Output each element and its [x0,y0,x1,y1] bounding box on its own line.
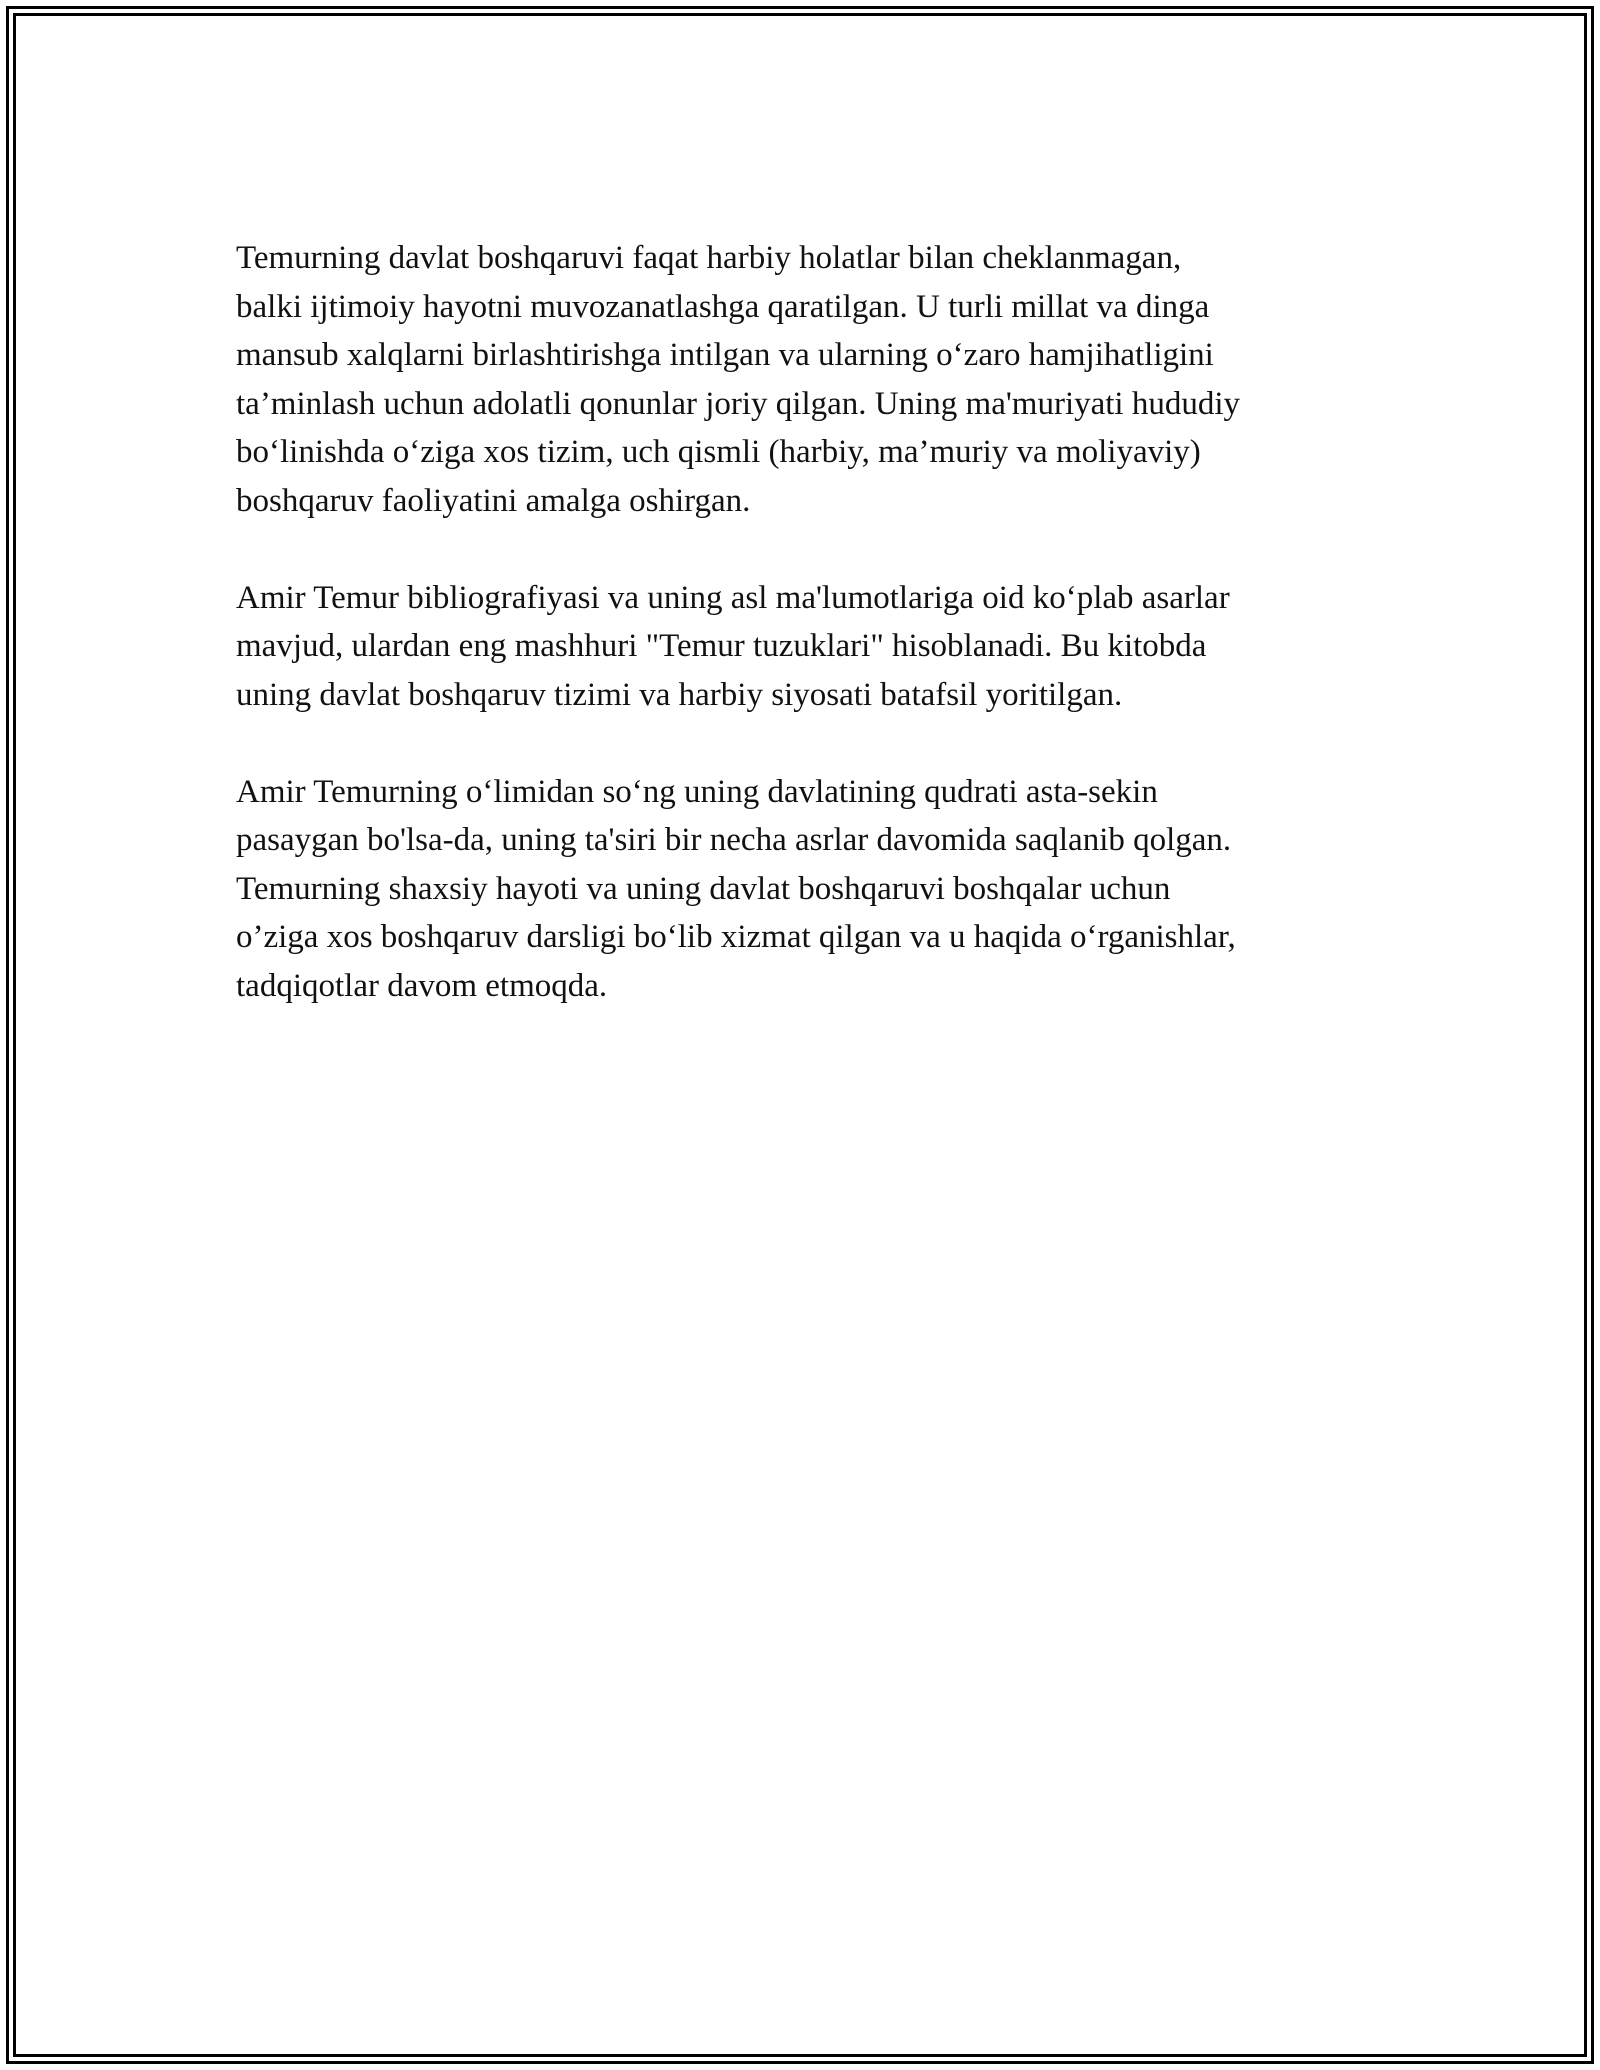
paragraph-3: Amir Temurning o‘limidan so‘ng uning davlatining qudrati asta-sekin pasaygan bo'lsa-da, uning ta'siri bir necha asrlar davomida saqlanib qolgan. Temurning shaxsiy hayoti va uning davlat boshqaruvi boshqalar uchun o’ziga xos boshqaruv darsligi bo‘lib xizmat qilgan va u haqida o‘rganishlar, tadqiqotlar davom etmoqda. [236,773,1236,1004]
document-body [236,234,1376,1059]
paragraph-2: Amir Temur bibliografiyasi va uning asl ma'lumotlariga oid ko‘plab asarlar mavjud, ulardan eng mashhuri "Temur tuzuklari" hisoblanadi. Bu kitobda uning davlat boshqaruv tizimi va harbiy siyosati batafsil yoritilgan. [236,579,1230,713]
paragraph-1: Temurning davlat boshqaruvi faqat harbiy holatlar bilan cheklanmagan, balki ijtimoiy hayotni muvozanatlashga qaratilgan. U turli millat va dinga mansub xalqlarni birlashtirishga intilgan va ularning o‘zaro hamjihatligini ta’minlash uchun adolatli qonunlar joriy qilgan. Uning ma'muriyati hududiy bo‘linishda o‘ziga xos tizim, uch qismli (harbiy, ma’muriy va moliyaviy) boshqaruv faoliyatini amalga oshirgan. [236,240,1241,519]
